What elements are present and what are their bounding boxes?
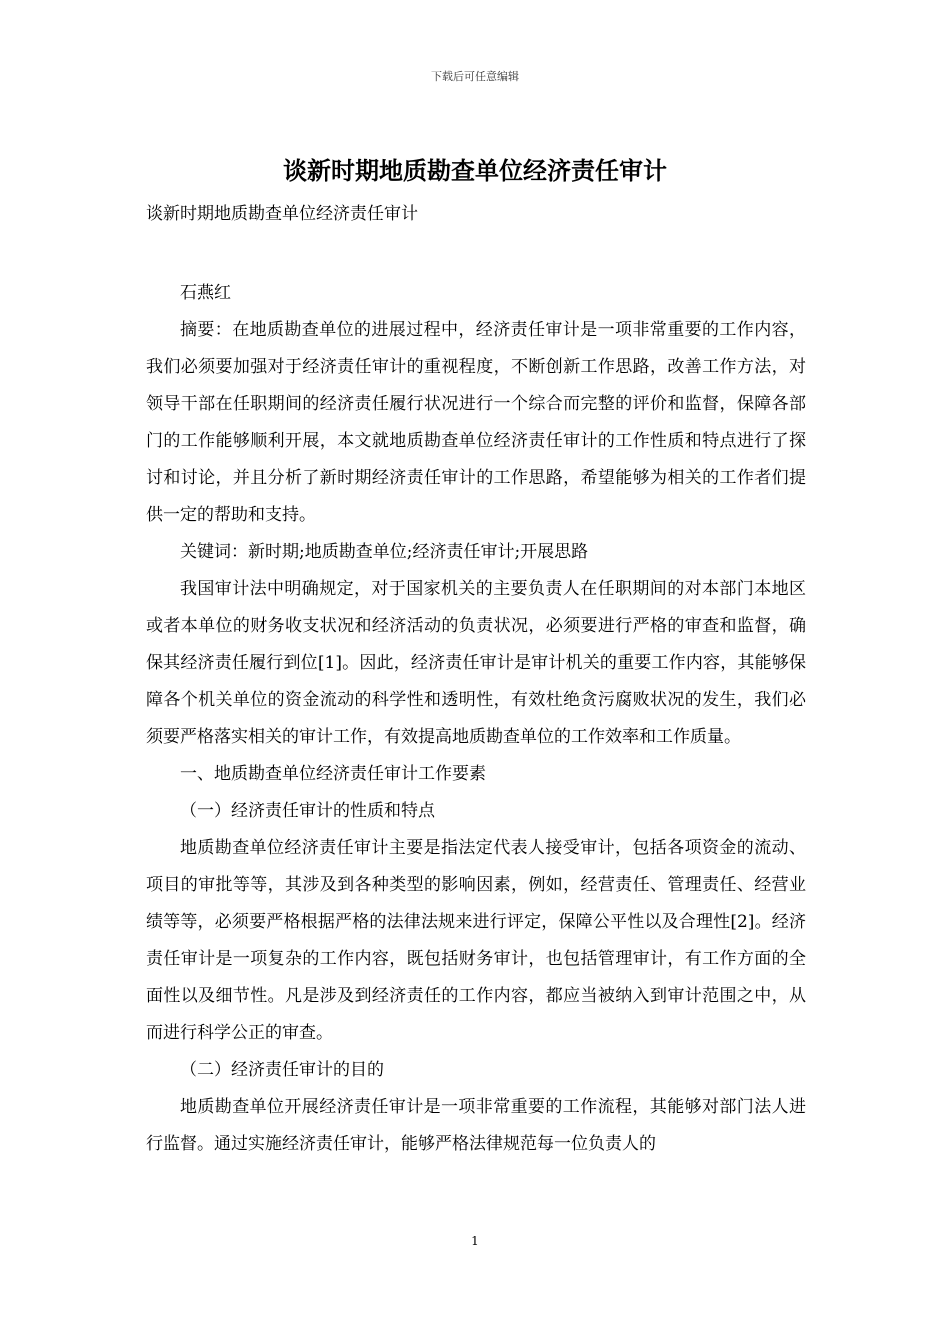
author-line: 石燕红: [180, 283, 231, 303]
abstract-paragraph: 摘要：在地质勘查单位的进展过程中，经济责任审计是一项非常重要的工作内容，我们必须要加强对于经济责任审计的重视程度，不断创新工作思路，改善工作方法，对领导干部在任职期间的经济责任履行状况进行一个综合而完整的评价和监督，保障各部门的工作能够顺利开展，本文就地质勘查单位经济责任审计的工作性质和特点进行了探讨和讨论，并且分析了新时期经济责任审计的工作思路，希望能够为相关的工作者们提供一定的帮助和支持。: [146, 320, 806, 525]
keywords-paragraph: 关键词：新时期;地质勘查单位;经济责任审计;开展思路: [180, 542, 589, 562]
intro-paragraph: 我国审计法中明确规定，对于国家机关的主要负责人在任职期间的对本部门本地区或者本单位的财务收支状况和经济活动的负责状况，必须要进行严格的审查和监督，确保其经济责任履行到位[1]。因此，经济责任审计是审计机关的重要工作内容，其能够保障各个机关单位的资金流动的科学性和透明性，有效杜绝贪污腐败状况的发生，我们必须要严格落实相关的审计工作，有效提高地质勘查单位的工作效率和工作质量。: [146, 579, 806, 747]
document-body: [146, 275, 806, 1163]
header-note: 下载后可任意编辑: [431, 70, 519, 83]
subsection-heading-1: （一）经济责任审计的性质和特点: [180, 801, 435, 821]
document-title: 谈新时期地质勘查单位经济责任审计: [283, 156, 667, 185]
section-heading-1: 一、地质勘查单位经济责任审计工作要素: [180, 764, 486, 784]
page-number: 1: [471, 1234, 479, 1248]
body-paragraph: 地质勘查单位经济责任审计主要是指法定代表人接受审计，包括各项资金的流动、项目的审批等等，其涉及到各种类型的影响因素，例如，经营责任、管理责任、经营业绩等等，必须要严格根据严格的法律法规来进行评定，保障公平性以及合理性[2]。经济责任审计是一项复杂的工作内容，既包括财务审计，也包括管理审计，有工作方面的全面性以及细节性。凡是涉及到经济责任的工作内容，都应当被纳入到审计范围之中，从而进行科学公正的审查。: [146, 838, 806, 1043]
document-subtitle: 谈新时期地质勘查单位经济责任审计: [146, 204, 418, 224]
body-paragraph: 地质勘查单位开展经济责任审计是一项非常重要的工作流程，其能够对部门法人进行监督。通过实施经济责任审计，能够严格法律规范每一位负责人的: [146, 1097, 806, 1154]
subsection-heading-2: （二）经济责任审计的目的: [180, 1060, 384, 1080]
